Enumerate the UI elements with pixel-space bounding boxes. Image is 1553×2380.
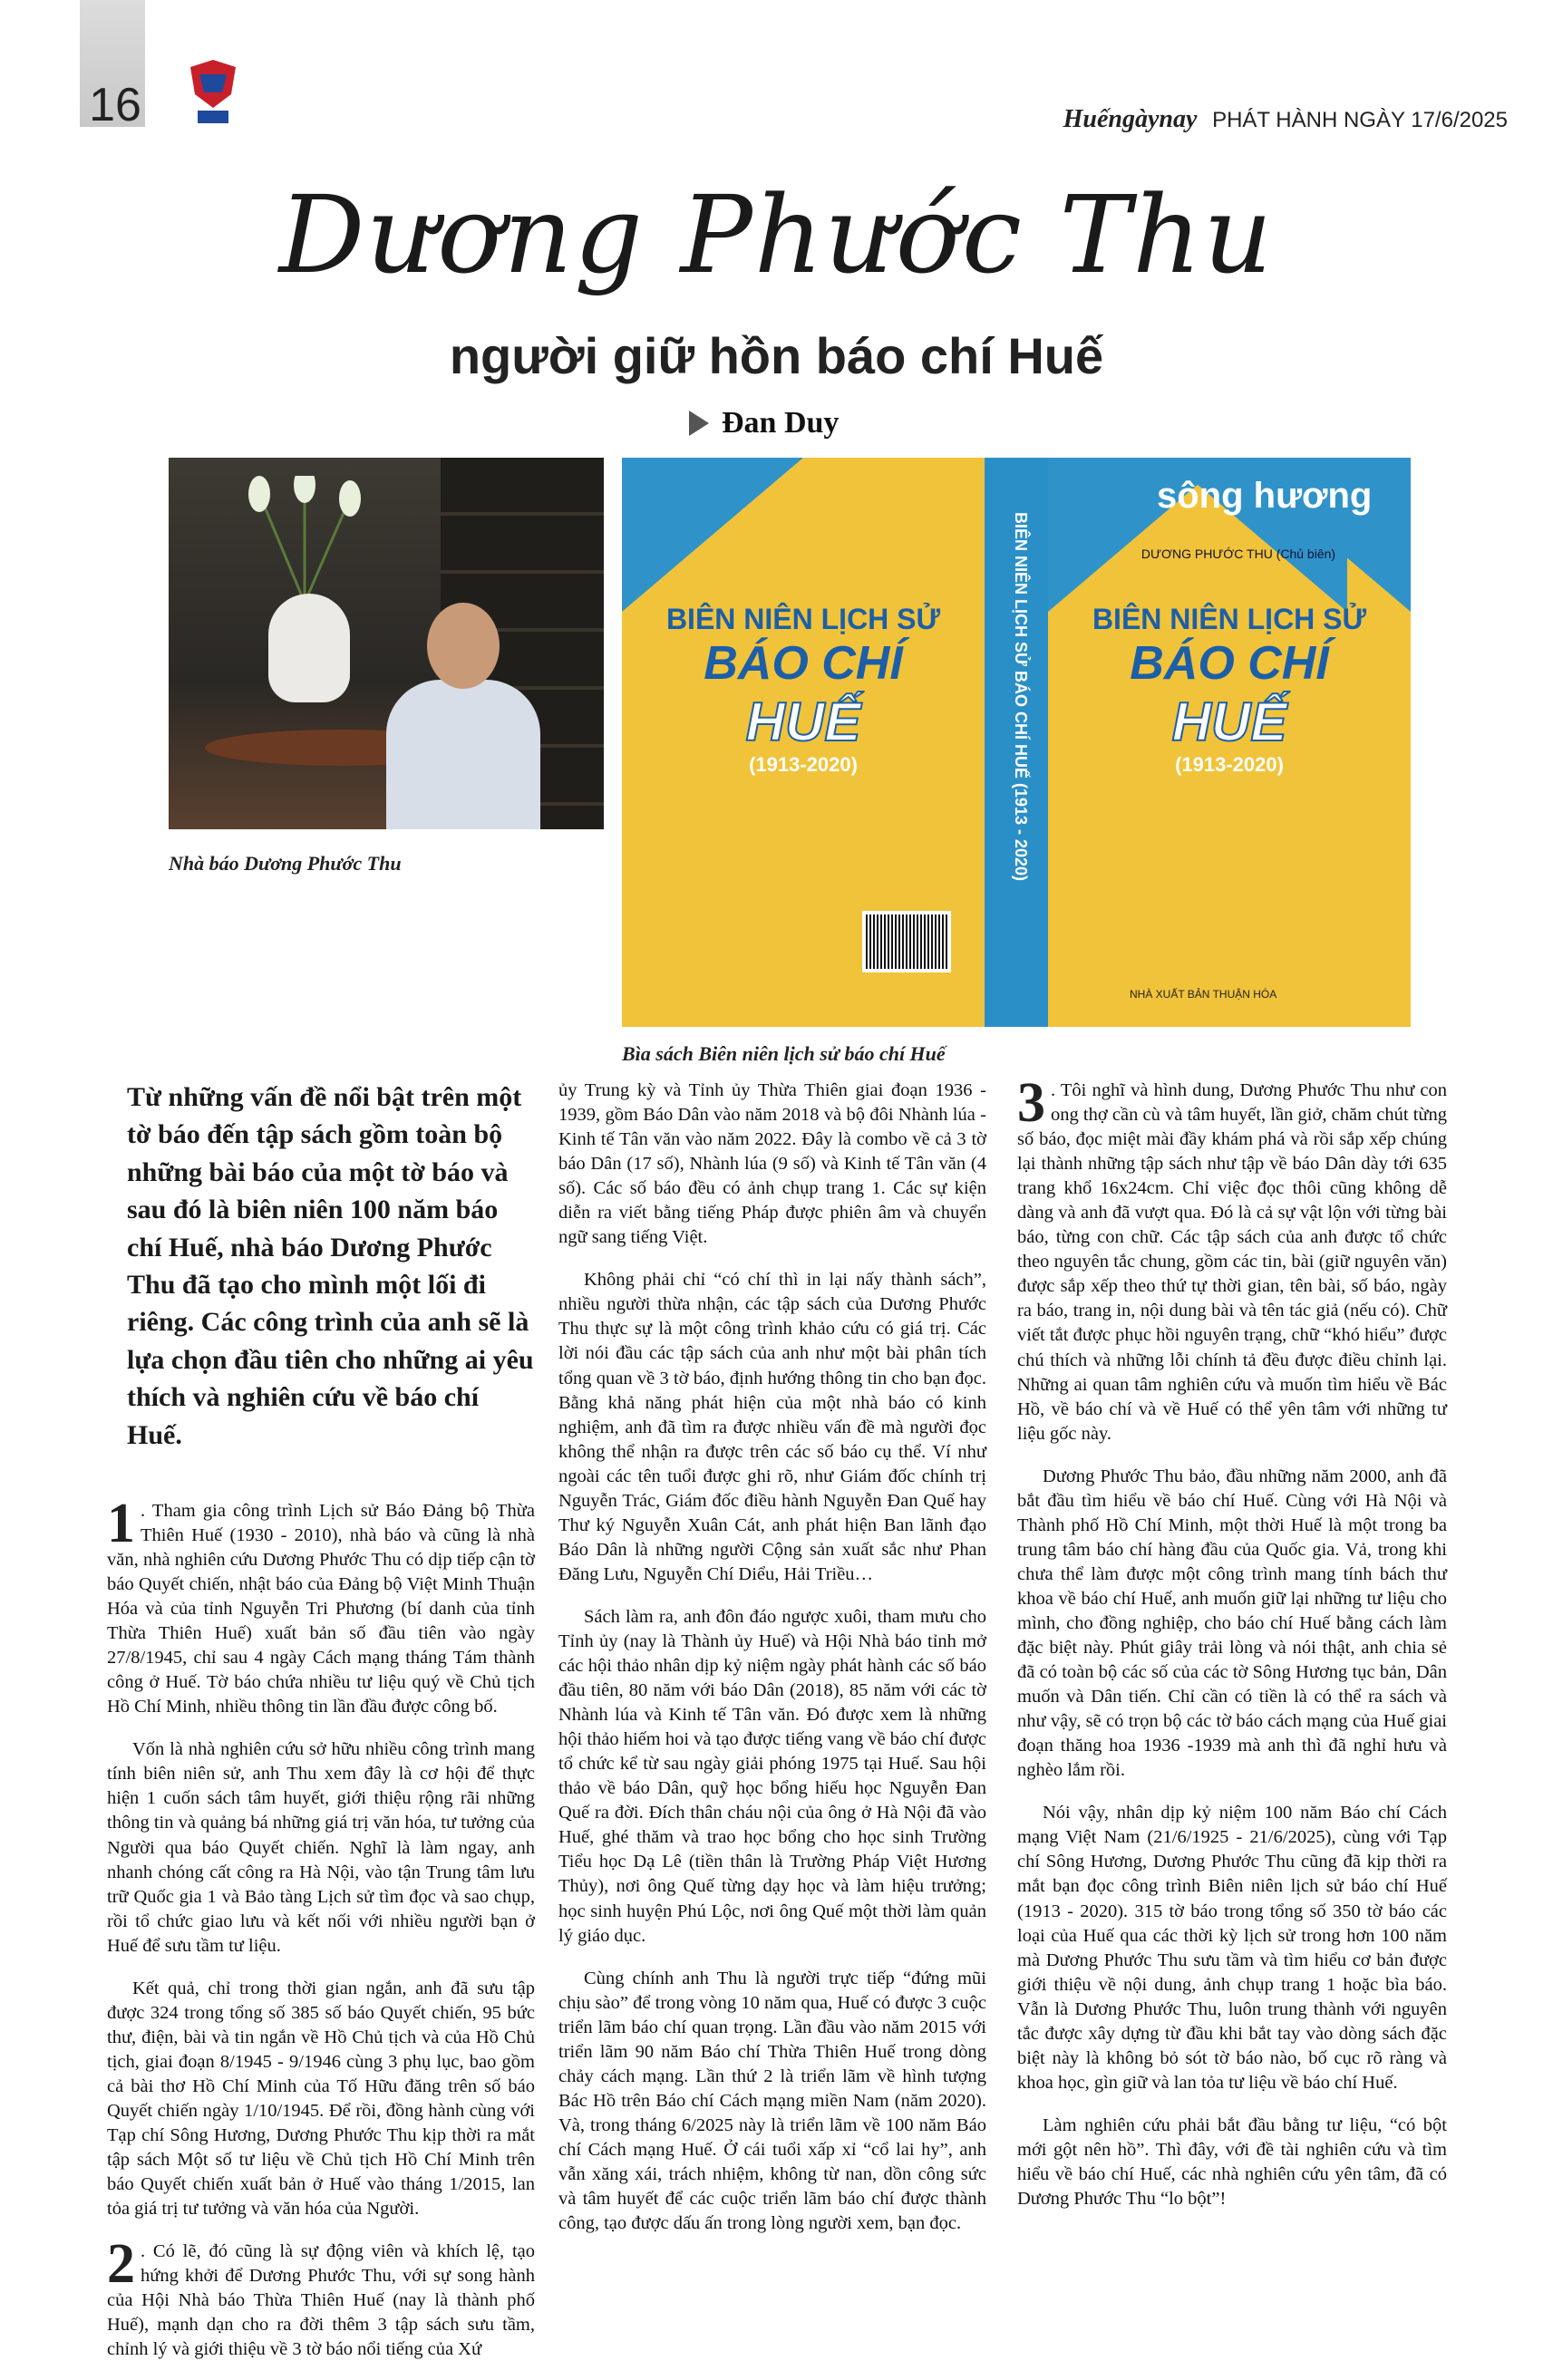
anniversary-logo [181,58,245,131]
article-lead: Từ những vấn đề nổi bật trên một tờ báo đến tập sách gồm toàn bộ những bài báo của một tờ báo và sau đó là biên niên 100 năm báo chí Huế, nhà báo Dương Phước Thu đã tạo cho mình một lối đi riêng. Các công trình của anh sẽ là lựa chọn đầu tiên cho những ai yêu thích và nghiên cứu về báo chí Huế. [127,1082,534,1450]
page-number: 16 [89,79,141,131]
person-head-shape [427,603,500,689]
vase-shape [268,594,350,702]
play-triangle-icon [689,411,709,436]
portrait-photo [169,458,604,829]
text-column-3 [1017,1072,1447,2230]
book-caption: Bìa sách Biên niên lịch sử báo chí Huế [622,1042,946,1065]
article-subtitle: người giữ hồn báo chí Huế [449,327,1104,384]
paragraph: Dương Phước Thu bảo, đầu những năm 2000, anh đã bắt đầu tìm hiểu về báo chí Huế. Cùng với Hà Nội và Thành phố Hồ Chí Minh, một thời Huế là một trong ba trung tâm báo chí hàng đầu của Quốc gia. Vả, trong khi chưa thể làm được một công trình mang tính bách thư khoa về báo chí Huế, anh muốn giữ lại những tư liệu cho mình, cho đồng nghiệp, cho báo chí Huế bằng cách làm đặc biệt này. Phút giây trải lòng và nói thật, anh chia sẻ đã có toàn bộ các số của các tờ Sông Hương tục bản, Dân muốn và Dân tiến. Chỉ cần có tiền là có thể ra sách và như vậy, sẽ có trọn bộ các tờ báo cách mạng của Huế giai đoạn thăng hoa 1936 -1939 mà anh thì đã nghỉ hưu và nghèo lắm rồi. [1017,1466,1447,1781]
masthead [1063,105,1508,134]
person-body-shape [386,680,540,829]
paragraph: Làm nghiên cứu phải bắt đầu bằng tư liệu, “có bột mới gột nên hồ”. Thì đây, với đề tài nghiên cứu và tìm hiểu về báo chí Huế, các nhà nghiên cứu yên tâm, đã có Dương Phước Thu “lo bột”! [1017,2114,1447,2210]
paragraph: 3 . Tôi nghĩ và hình dung, Dương Phước Thu như con ong thợ cần cù và tâm huyết, lần giở, chăm chút từng số báo, đọc miệt mài đầy khám phá và rồi sắp xếp chúng lại thành những tập sách như tập về báo Dân dày tới 635 trang khổ 16x24cm. Chỉ việc đọc thôi cũng không dễ dàng và anh đã vượt qua. Đó là cả sự vật lộn với từng bài báo, từng con chữ. Các tập sách của anh được tổ chức theo nguyên tắc chung, gồm các tin, bài (giữ nguyên văn) được sắp xếp theo thứ tự thời gian, tên bài, số báo, ngày ra báo, trang in, nội dung bài và tên tác giả (nếu có). Chữ viết tắt được phục hồi nguyên trạng, chữ “khó hiểu” được chú thích và những lỗi chính tả đều được điều chỉnh lại. Những ai quan tâm nghiên cứu và muốn tìm hiểu về Bác Hồ, về báo chí và về Huế có thể yên tâm với những tư liệu gốc này. [1017,1072,1447,1444]
front-cover [1048,458,1411,1027]
barcode-icon [862,911,951,972]
text-column-2 [558,1079,986,2254]
paragraph: Nói vậy, nhân dịp kỷ niệm 100 năm Báo chí Cách mạng Việt Nam (21/6/1925 - 21/6/2025), cùng với Tạp chí Sông Hương, Dương Phước Thu cũng đã kịp thời ra mắt bạn đọc công trình Biên niên lịch sử báo chí Huế (1913 - 2020). 315 tờ báo trong tổng số 350 tờ báo các loại của Huế qua các thời kỳ lịch sử trong hơn 100 năm mà Dương Phước Thu sưu tầm và tìm hiểu cơ bản được giới thiệu về nội dung, ảnh chụp trang 1 hoặc bìa báo. Vẫn là Dương Phước Thu, luôn trung thành với nguyên tắc được xây dựng từ đầu khi bắt tay vào dòng sách đặc biệt này là không bỏ sót tờ báo nào, bố cục rõ ràng và khoa học, gìn giữ và lan tỏa tư liệu về báo chí Huế. [1017,1803,1447,2093]
masthead-brand: Huếngàynay [1063,105,1198,133]
spine-text: BIÊN NIÊN LỊCH SỬ BÁO CHÍ HUẾ (1913 - 2020) [1012,512,1030,882]
byline [689,406,839,440]
back-cover [622,458,985,1027]
author-name: Đan Duy [722,406,840,440]
front-cover-title: BIÊN NIÊN LỊCH SỬ BÁO CHÍ HUẾ (1913-2020) [1092,603,1367,776]
drop-cap: 1 [107,1492,135,1554]
paragraph: Vốn là nhà nghiên cứu sở hữu nhiều công trình mang tính biên niên sử, anh Thu xem đây là cơ hội để thực hiện 1 cuốn sách tâm huyết, giới thiệu rộng rãi những thông tin và quảng bá những giá trị văn hóa, tư tưởng của Người qua báo Quyết chiến. Nghĩ là làm ngay, anh nhanh chóng cất công ra Hà Nội, vào tận Trung tâm lưu trữ Quốc gia 1 và Bảo tàng Lịch sử tìm đọc và sao chụp, rồi tổ chức giao lưu và kết nối với nhiều người bạn ở Huế để sưu tầm tư liệu. [107,1739,535,1956]
article-title: Dương Phước Thu [278,172,1275,297]
paragraph: Sách làm ra, anh đôn đáo ngược xuôi, tham mưu cho Tỉnh ủy (nay là Thành ủy Huế) và Hội Nhà báo tỉnh mở các hội thảo nhân dịp kỷ niệm ngày phát hành các số báo đầu tiên, 80 năm với báo Dân (2018), 85 năm với các tờ Nhành lúa và Kinh tế Tân văn. Đó được xem là những hội thảo hiếm hoi và tạo được tiếng vang về báo chí được tổ chức kể từ sau ngày giải phóng 1975 tại Huế. Sau hội thảo về báo Dân, quỹ học bổng hiếu học Nguyễn Đan Quế ra đời. Đích thân cháu nội của ông ở Hà Nội đã vào Huế, ghé thăm và trao học bổng cho học sinh Trường Tiểu học Dạ Lê (tiền thân là Trường Pháp Việt Hương Thủy), nơi ông Quế từng dạy học và làm hiệu trưởng; học sinh huyện Phú Lộc, nơi ông Quế một thời làm quản lý giáo dục. [558,1606,987,1946]
back-cover-title: BIÊN NIÊN LỊCH SỬ BÁO CHÍ HUẾ (1913-2020) [665,603,941,776]
paragraph: ủy Trung kỳ và Tỉnh ủy Thừa Thiên giai đoạn 1936 - 1939, gồm Báo Dân vào năm 2018 và bộ đôi Nhành lúa - Kinh tế Tân văn vào năm 2022. Đây là combo về cả 3 tờ báo Dân (17 số), Nhành lúa (9 số) và Kinh tế Tân văn (4 số). Các số báo đều có ảnh chụp trang 1. Các sự kiện diễn ra viết bằng tiếng Pháp được phiên âm và chuyển ngữ sang tiếng Việt. [558,1080,986,1248]
paragraph: Không phải chỉ “có chí thì in lại nấy thành sách”, nhiều người thừa nhận, các tập sách của Dương Phước Thu thực sự là một công trình khảo cứu có giá trị. Các lời nói đầu các tập sách của anh như một bài phân tích tổng quan về 3 tờ báo, định hướng thông tin cho bạn đọc. Bằng khả năng phát hiện của một nhà báo có kinh nghiệm, anh đã tìm ra được nhiều vấn đề mà người đọc không thể nhận ra được trên các số báo cụ thể. Ví như ngoài các tên tuổi được ghi rõ, như Giám đốc chính trị Nguyễn Trác, Giám đốc điều hành Nguyễn Đan Quế hay Thư ký Nguyễn Xuân Cát, anh phát hiện Ban lãnh đạo Báo Dân là những người Cộng sản xuất sắc như Phan Đăng Lưu, Nguyễn Chí Diểu, Hải Triều… [558,1270,986,1584]
paragraph: Cùng chính anh Thu là người trực tiếp “đứng mũi chịu sào” để trong vòng 10 năm qua, Huế có được 3 cuộc triển lãm báo chí quan trọng. Lần đầu vào năm 2015 với triển lãm 90 năm Báo chí Thừa Thiên Huế trong dòng chảy cách mạng. Lần thứ 2 là triển lãm về hình tượng Bác Hồ trên Báo chí Cách mạng miền Nam (năm 2020). Và, trong tháng 6/2025 này là triển lãm về 100 năm Báo chí Cách mạng Huế. Ở cái tuổi xấp xỉ “cổ lai hy”, anh vẫn xăng xái, trách nhiệm, không từ nan, dồn công sức và tâm huyết để các cuộc triển lãm báo chí được thành công, tạo được dấu ấn trong lòng người xem, bạn đọc. [558,1968,986,2234]
paragraph: 2 . Có lẽ, đó cũng là sự động viên và khích lệ, tạo hứng khởi để Dương Phước Thu, với sự song hành của Hội Nhà báo Thừa Thiên Huế (nay là thành phố Huế), mạnh dạn cho ra đời thêm 3 tập sách sưu tầm, chỉnh lý và giới thiệu về 3 tờ báo nổi tiếng của Xứ [107,2233,535,2360]
photo-caption: Nhà báo Dương Phước Thu [169,852,402,875]
issue-date: PHÁT HÀNH NGÀY 17/6/2025 [1212,108,1508,132]
book-cover-image [622,458,1411,1027]
cover-brand: sông hương [1157,476,1373,516]
paragraph: 1 . Tham gia công trình Lịch sử Báo Đảng bộ Thừa Thiên Huế (1930 - 2010), nhà báo và cũng là nhà văn, nhà nghiên cứu Dương Phước Thu có dịp tiếp cận tờ báo Quyết chiến, nhật báo của Đảng bộ Việt Minh Thuận Hóa và của tỉnh Nguyễn Tri Phương (bí danh của tỉnh Thừa Thiên Huế) xuất bản số đầu tiên vào ngày 27/8/1945, chỉ sau 4 ngày Cách mạng tháng Tám thành công ở Huế. Tờ báo chứa nhiều tư liệu quý về Chủ tịch Hồ Chí Minh, nhiều thông tin lần đầu được công bố. [107,1492,535,1717]
cover-publisher: NHÀ XUẤT BẢN THUẬN HÓA [1130,988,1277,1001]
lotus-flowers-icon [223,476,386,603]
cover-editor: DƯƠNG PHƯỚC THU (Chủ biên) [1140,547,1336,561]
drop-cap: 2 [107,2233,135,2296]
paragraph: Kết quả, chỉ trong thời gian ngắn, anh đã sưu tập được 324 trong tổng số 385 số báo Quyết chiến, 95 bức thư, điện, bài và tin ngắn về Hồ Chủ tịch và của Hồ Chủ tịch, giai đoạn 8/1945 - 9/1946 cùng 3 phụ lục, bao gồm cả bài thơ Hồ Chí Minh của Tố Hữu đăng trên số báo Quyết chiến ngày 1/10/1945. Để rồi, đồng hành cùng với Tạp chí Sông Hương, Dương Phước Thu kịp thời ra mắt tập sách Một số tư liệu về Chủ tịch Hồ Chí Minh trên báo Quyết chiến xuất bản ở Huế vào tháng 1/2015, lan tỏa giá trị tư tưởng và văn hóa của Người. [107,1978,535,2220]
text-column-1 [107,1079,535,2380]
drop-cap: 3 [1017,1072,1045,1134]
